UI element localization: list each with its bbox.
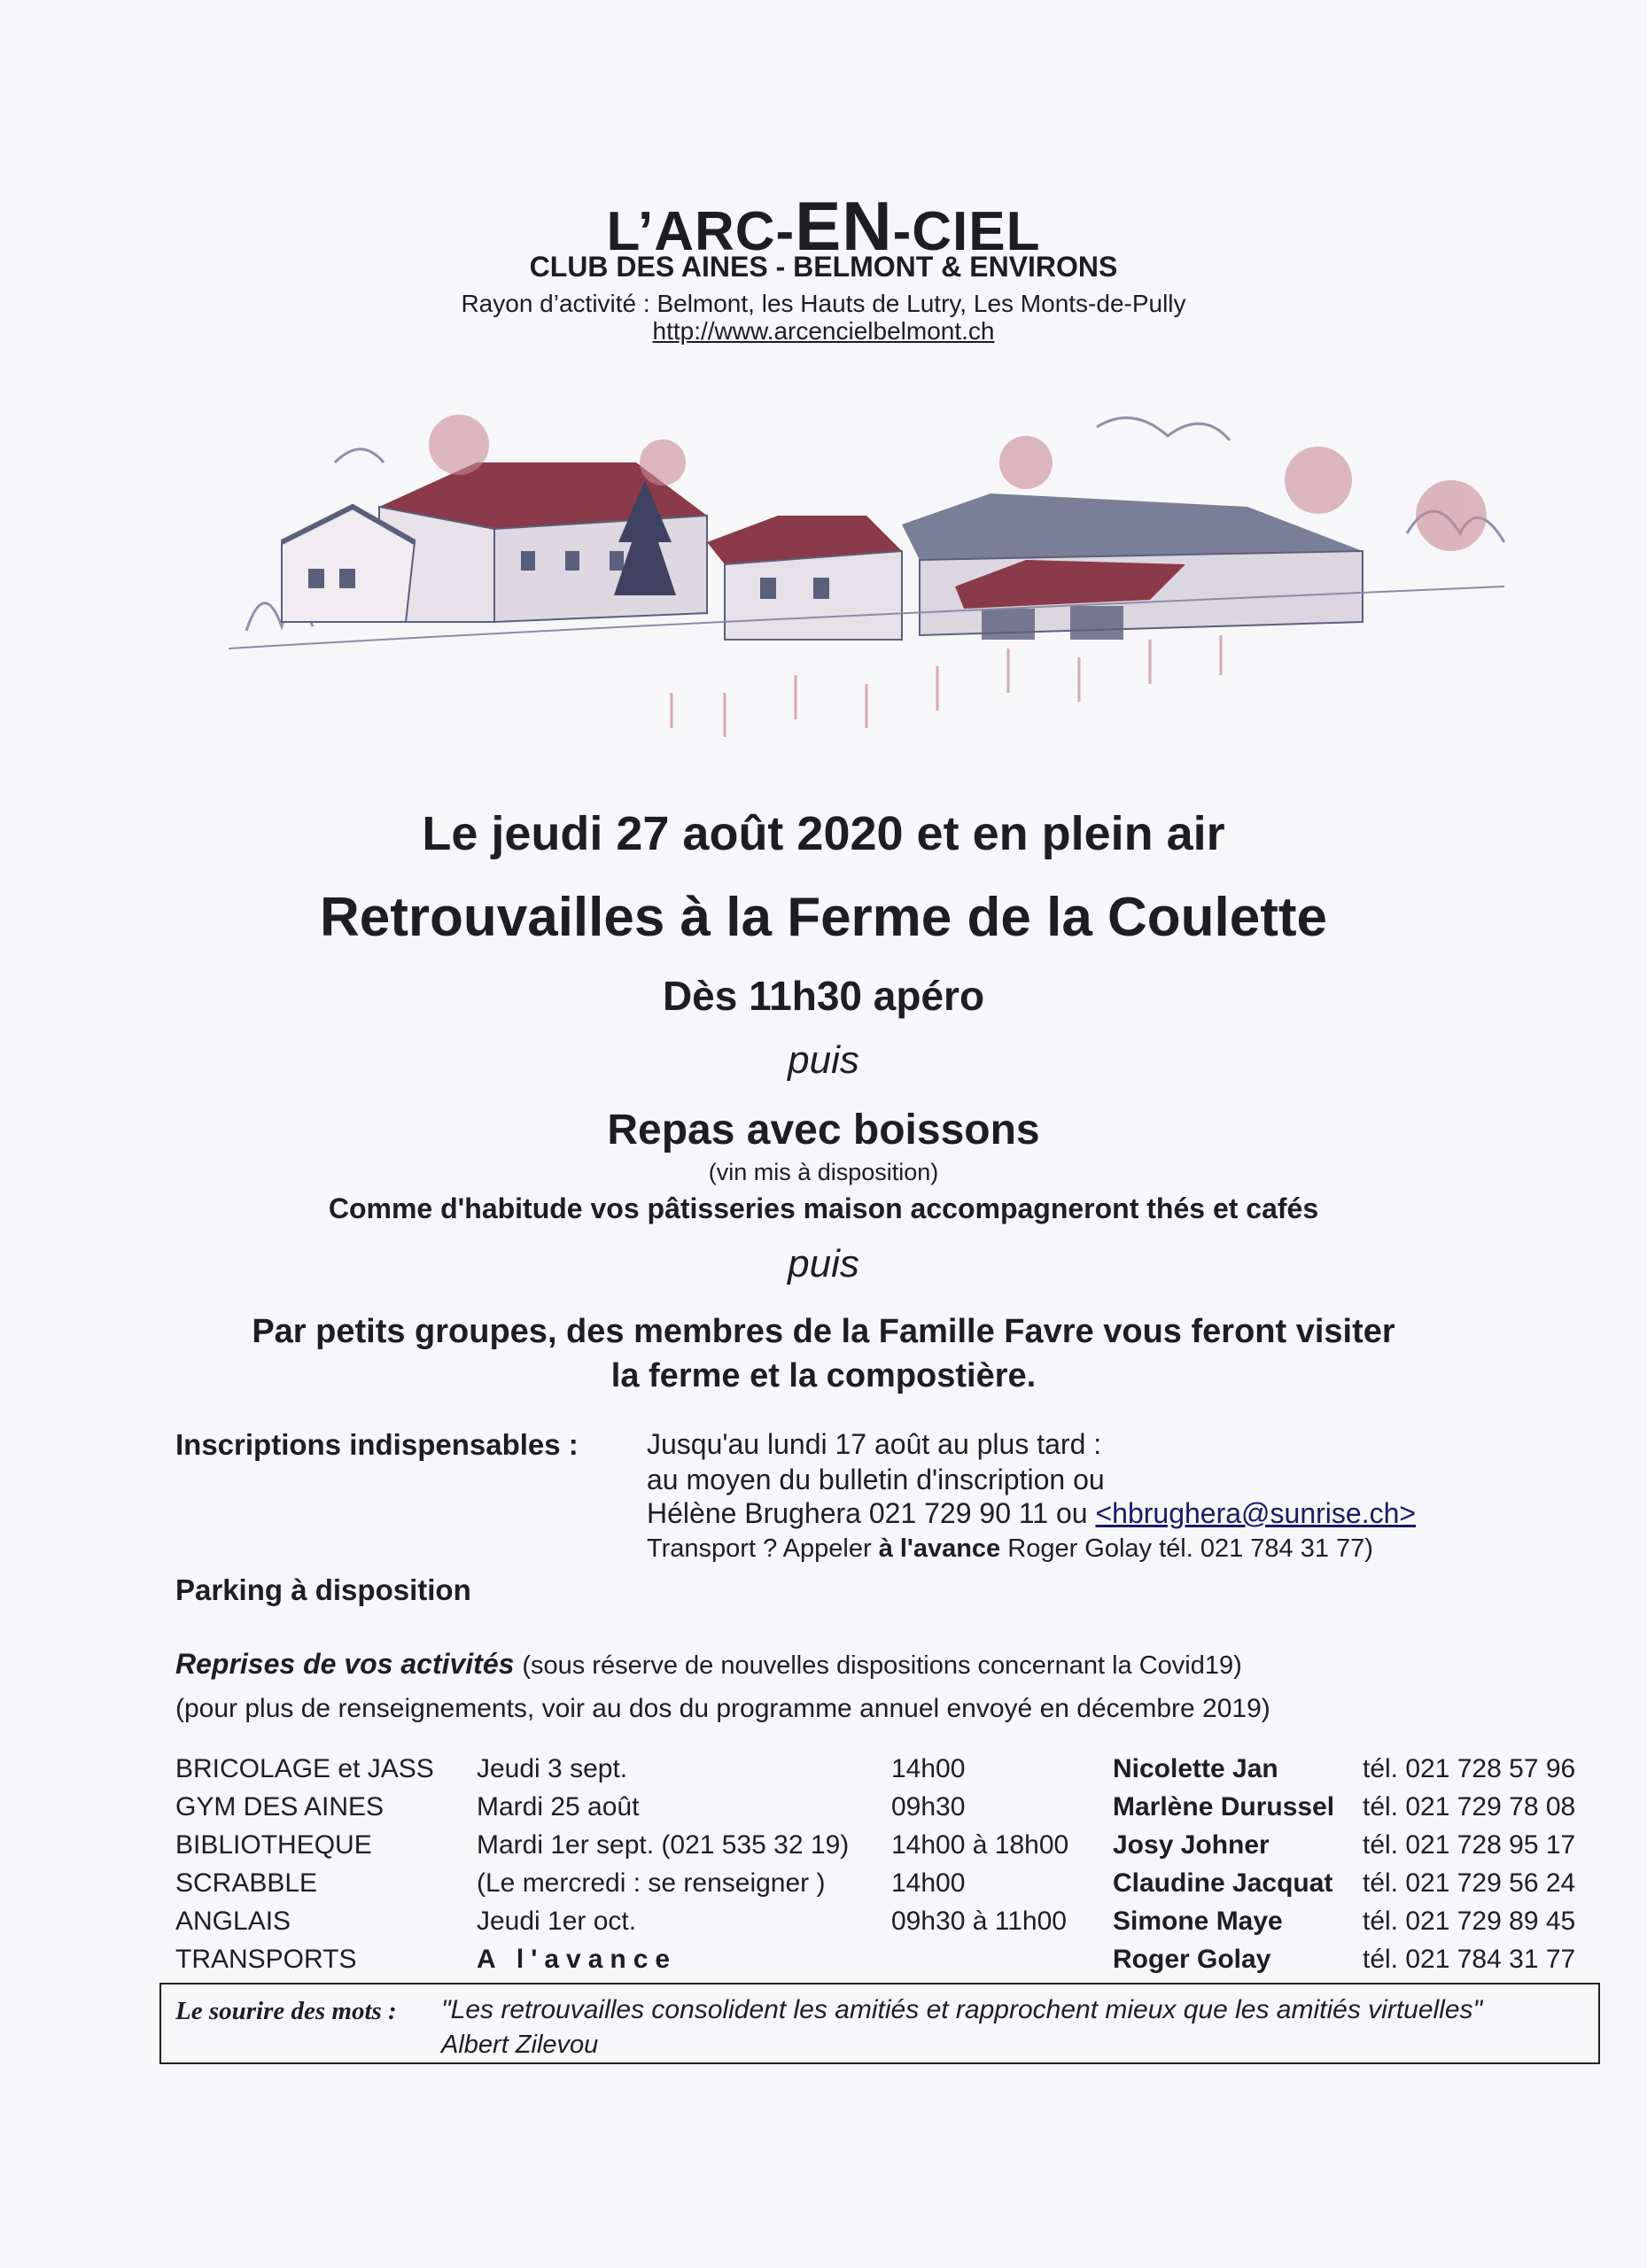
club-website-link[interactable]: http://www.arcencielbelmont.ch <box>652 317 995 345</box>
registration-deadline: Jusqu'au lundi 17 août au plus tard : <box>647 1428 1102 1460</box>
registration-method: au moyen du bulletin d'inscription ou <box>647 1464 1105 1495</box>
activities-heading: Reprises de vos activités (sous réserve de nouvelles dispositions concernant la Covid19) <box>175 1648 1242 1680</box>
then-text: puis <box>788 1038 859 1082</box>
quote-label: Le sourire des mots : <box>175 1997 397 2025</box>
flyer-page: L’ARC-EN-CIEL CLUB DES AINES - BELMONT & ENVIRONS Rayon d’activité : Belmont, les Hauts de Lutry, Les Monts-de-Pully http://www.arcencielbelmont.ch Le jeudi 27 août 2020 et en plein air Retrouvailles à la Ferme de la Coulette Dès 11h30 apéro puis Repas avec boissons (vin mis à disposition) Comme d'habitude vos pâtisseries maison accompagneront thés et cafés puis Par petits groupes, des membres de la Famille Favre vous feront visiter la ferme et la compostière. Inscriptions indispensables : Jusqu'au lundi 17 août au plus tard : au moyen du bulletin d'inscription ou Hélène Brughera 021 729 90 11 ou <hbrughera@sunrise.ch> Transport ? Appeler à l'avance Roger Golay tél. 021 784 31 77) Parking à disposition Reprises de vos activités (sous réserve de nouvelles dispositions concernant la Covid19) (pour plus de renseignements, voir au dos du programme annuel envoyé en décembre 2019) BRICOLAGE et JASS Jeudi 3 sept. 14h00 Nicolette Jan tél. 021 728 57 96 GYM DES AINES Mardi 25 août 09h30 Marlène Durussel tél. 021 729 78 08 BIBLIOTHEQUE Mardi 1er sept. (021 535 32 19) 14h00 à 18h00 Josy Johner tél. 021 728 95 17 SCRABBLE (Le mercredi : se renseigner ) 14h00 Claudine Jacquat tél. 021 729 56 24 ANGLAIS Jeudi 1er oct. 09h30 à 11h00 Simone Maye tél. 021 729 89 45 TRANSPORTS A l'avance Roger Golay tél. 021 784 31 77 Le sourire des mots : "Les retrouvailles consolident les amitiés et rapprochent mieux que les amitiés virtuelles" Albert Zilevou <box>0 0 1647 2268</box>
transport-note: Transport ? Appeler à l'avance Roger Golay tél. 021 784 31 77) <box>647 1534 1373 1563</box>
wine-note: (vin mis à disposition) <box>708 1159 939 1185</box>
club-title: L’ARC-EN-CIEL <box>606 187 1041 265</box>
pastries-note: Comme d'habitude vos pâtisseries maison accompagneront thés et cafés <box>328 1192 1319 1224</box>
quote-box <box>159 1983 1600 2064</box>
event-meal: Repas avec boissons <box>607 1107 1040 1153</box>
activities-note: (pour plus de renseignements, voir au dos du programme annuel envoyé en décembre 2019) <box>175 1694 1270 1723</box>
event-date: Le jeudi 27 août 2020 et en plein air <box>422 807 1225 860</box>
club-subtitle: CLUB DES AINES - BELMONT & ENVIRONS <box>529 251 1118 283</box>
parking-note: Parking à disposition <box>175 1573 471 1606</box>
event-apero: Dès 11h30 apéro <box>662 973 985 1019</box>
email-link[interactable]: <hbrughera@sunrise.ch> <box>1095 1497 1417 1529</box>
club-area: Rayon d’activité : Belmont, les Hauts de Lutry, Les Monts-de-Pully <box>461 290 1186 317</box>
quote-text: "Les retrouvailles consolident les amitiés et rapprochent mieux que les amitiés virtuelles" <box>441 1995 1483 2024</box>
registration-contact: Hélène Brughera 021 729 90 11 ou <hbrughera@sunrise.ch> <box>647 1497 1417 1529</box>
farm-illustration <box>229 409 1522 799</box>
quote-author: Albert Zilevou <box>441 2031 599 2059</box>
registration-label: Inscriptions indispensables : <box>175 1428 579 1461</box>
then-text: puis <box>788 1242 859 1285</box>
event-title: Retrouvailles à la Ferme de la Coulette <box>319 887 1328 948</box>
farm-visit-text: Par petits groupes, des membres de la Famille Favre vous feront visiter la ferme et la compostière. <box>252 1313 1395 1394</box>
